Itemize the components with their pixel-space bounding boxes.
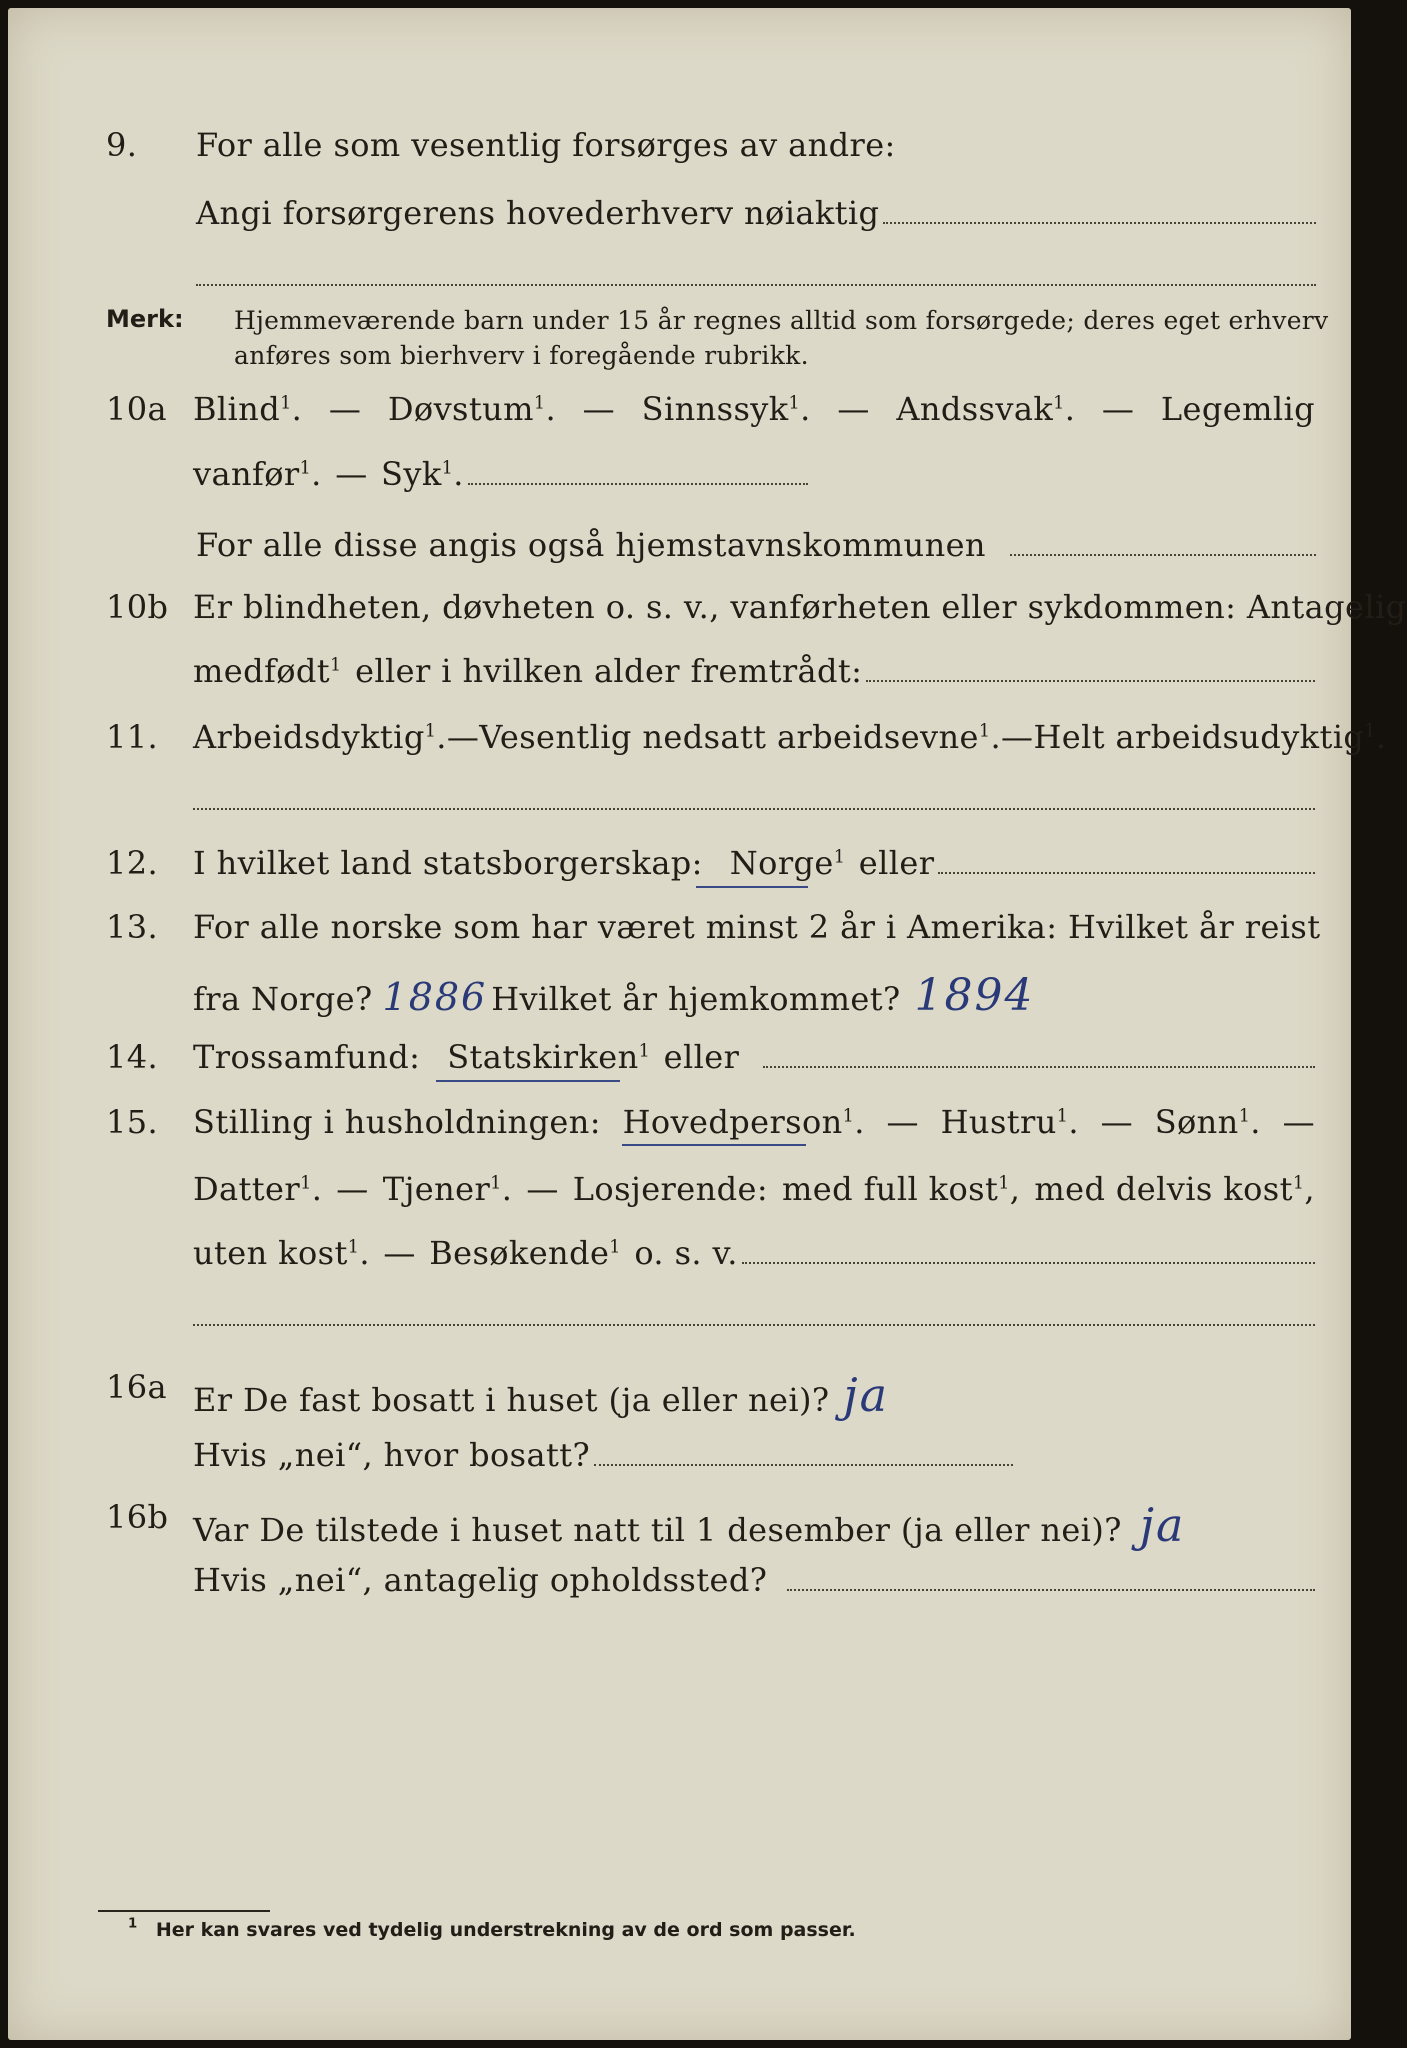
option-dovstum[interactable]: Døvstum [387,390,534,428]
q10b-line1 [8,588,1407,634]
q15-number: 15. [106,1103,159,1141]
q16b-line2 [8,1561,1351,1607]
norge-underline [696,886,808,888]
option-besokende[interactable]: Besøkende$^1$ [429,1234,621,1272]
q11-number: 11. [106,718,159,756]
q13-number: 13. [106,908,159,946]
q16a-question: Er De fast bosatt i huset (ja eller nei)? [193,1381,830,1419]
hjemstavn-field[interactable] [1010,554,1316,556]
losjerende-label: Losjerende: [572,1170,769,1208]
q10b-text: Er blindheten, døvheten o. s. v., vanførheten eller sykdommen: Antagelig [193,588,1407,626]
q14-line [8,1038,1351,1084]
q10b-line2 [8,652,1351,698]
q10b-number: 10b [106,588,169,626]
footnote-mark: 1 [533,393,546,414]
option-delvis-kost[interactable]: med delvis kost$^1$, [1034,1170,1315,1208]
q14-eller: eller [663,1038,740,1076]
option-norge[interactable]: Norge$^1$ [729,844,846,882]
footnote-mark: 1 [788,393,801,414]
q16a-where-label: Hvis „nei“, hvor bosatt? [193,1436,591,1474]
q9-line2 [8,194,1351,240]
separator-dash: — [383,1234,416,1272]
option-sinnssyk[interactable]: Sinnssyk [641,390,789,428]
separator-dash: — [1100,1103,1133,1141]
q9-occupation-field[interactable] [883,222,1316,224]
q12-eller: eller [858,844,935,882]
option-legemlig[interactable]: Legemlig [1160,390,1315,428]
q13-text: For alle norske som har været minst 2 år i Amerika: Hvilket år reist [193,908,1321,946]
option-syk[interactable]: Syk$^1$. [381,455,464,493]
q13-line1 [8,908,1351,954]
merk-line1: Hjemmeværende barn under 15 år regnes alltid som forsørgede; deres eget erhverv [234,306,1329,335]
option-statskirken[interactable]: Statskirken$^1$ [447,1038,651,1076]
q10a-number: 10a [106,390,167,428]
q15-line3 [8,1234,1351,1280]
q16a-line2 [8,1436,1351,1482]
hjemstavn-label: For alle disse angis også hjemstavnskommunen [196,526,986,564]
q13-hjem-label: Hvilket år hjemkommet? [491,980,901,1018]
option-hustru[interactable]: Hustru$^1$. [940,1103,1079,1141]
q16b-answer-handwritten[interactable]: ja [1139,1498,1186,1552]
separator-dash: — [886,1103,919,1141]
option-nedsatt[interactable]: Vesentlig nedsatt arbeidsevne$^1$. [479,718,1002,756]
option-blind[interactable]: Blind [193,390,281,428]
statskirken-underline [436,1080,620,1082]
q11-extra-field[interactable] [193,808,1315,810]
separator-dash: — [446,718,480,756]
q15-field[interactable] [742,1262,1315,1264]
footnote-rule [98,1910,270,1912]
option-datter[interactable]: Datter$^1$. [193,1170,323,1208]
q16b-where-label: Hvis „nei“, antagelig opholdssted? [193,1561,768,1599]
option-arbeidsdyktig[interactable]: Arbeidsdyktig$^1$. [193,718,447,756]
q16a-answer-handwritten[interactable]: ja [843,1368,890,1422]
q10a-answer-field[interactable] [468,483,808,485]
q16b-line1 [8,1498,1351,1552]
footnote-number: 1 [128,1916,138,1932]
separator-dash: — [1101,390,1135,428]
q11-line [8,718,1387,764]
q12-field[interactable] [938,872,1315,874]
q9-line1 [8,126,1351,172]
footnote-mark: 1 [280,393,292,414]
q16a-number: 16a [106,1368,167,1406]
return-year-handwritten[interactable]: 1894 [914,970,1035,1021]
q10b-age-field[interactable] [866,680,1315,682]
q16a-where-field[interactable] [594,1464,1013,1466]
q15-line2 [8,1170,1351,1216]
separator-dash: — [1001,718,1034,756]
merk-label: Merk: [106,305,184,333]
q15-line1 [8,1103,1351,1149]
option-andssvak[interactable]: Andssvak [896,390,1054,428]
emigration-year-handwritten[interactable]: 1886 [382,975,488,1019]
q13-fra-label: fra Norge? [193,980,373,1018]
q15-osv: o. s. v. [634,1234,738,1272]
q9-number: 9. [106,126,138,164]
separator-dash: — [328,390,362,428]
q16b-number: 16b [106,1498,169,1536]
option-vanfor[interactable]: vanfør$^1$. [193,455,322,493]
option-uten-kost[interactable]: uten kost$^1$. [193,1234,370,1272]
q9-extra-field[interactable] [196,284,1316,286]
q9-occupation-label: Angi forsørgerens hovederhverv nøiaktig [196,194,880,232]
option-hovedperson[interactable]: Hovedperson$^1$. [622,1103,865,1141]
q9-text: For alle som vesentlig forsørges av andre: [196,126,896,164]
separator-dash: — [837,390,870,428]
q13-line2 [8,970,1351,1021]
option-medfodt[interactable]: medfødt$^1$ [193,652,342,690]
q10a-line1: 10a Blind$^1$. — Døvstum$^1$. — Sinnssyk$^1$. — Andssvak$^1$. — Legemlig [106,390,1315,428]
q10a-line3 [8,526,1351,572]
q10a-line2 [8,455,1351,501]
hovedperson-underline [622,1144,806,1146]
q14-number: 14. [106,1038,159,1076]
q12-label: I hvilket land statsborgerskap: [193,844,703,882]
footnote-mark: 1 [1053,393,1065,414]
footnote [128,1916,856,1941]
separator-dash: — [335,455,368,493]
separator-dash: — [336,1170,369,1208]
q16a-line1 [8,1368,1351,1422]
q14-label: Trossamfund: [193,1038,421,1076]
census-form-page [8,8,1407,2040]
option-full-kost[interactable]: med full kost$^1$, [782,1170,1021,1208]
q15-label: Stilling i husholdningen: [193,1103,601,1141]
q10b-age-label: eller i hvilken alder fremtrådt: [355,652,863,690]
option-sonn[interactable]: Sønn$^1$. [1154,1103,1261,1141]
separator-dash: — [582,390,616,428]
q15-extra-field[interactable] [193,1324,1315,1326]
separator-dash: — [1282,1103,1315,1141]
option-udyktig[interactable]: Helt arbeidsudyktig$^1$. [1033,718,1387,756]
separator-dash: — [526,1170,559,1208]
q14-field[interactable] [763,1066,1315,1068]
merk-line2: anføres som bierhverv i foregående rubrikk. [234,341,809,370]
footnote-text: Her kan svares ved tydelig understrekning av de ord som passer. [155,1919,856,1941]
option-tjener[interactable]: Tjener$^1$. [382,1170,513,1208]
q12-number: 12. [106,844,159,882]
q12-line [8,844,1351,890]
q16b-where-field[interactable] [787,1589,1315,1591]
q16b-question: Var De tilstede i huset natt til 1 desember (ja eller nei)? [193,1511,1122,1549]
